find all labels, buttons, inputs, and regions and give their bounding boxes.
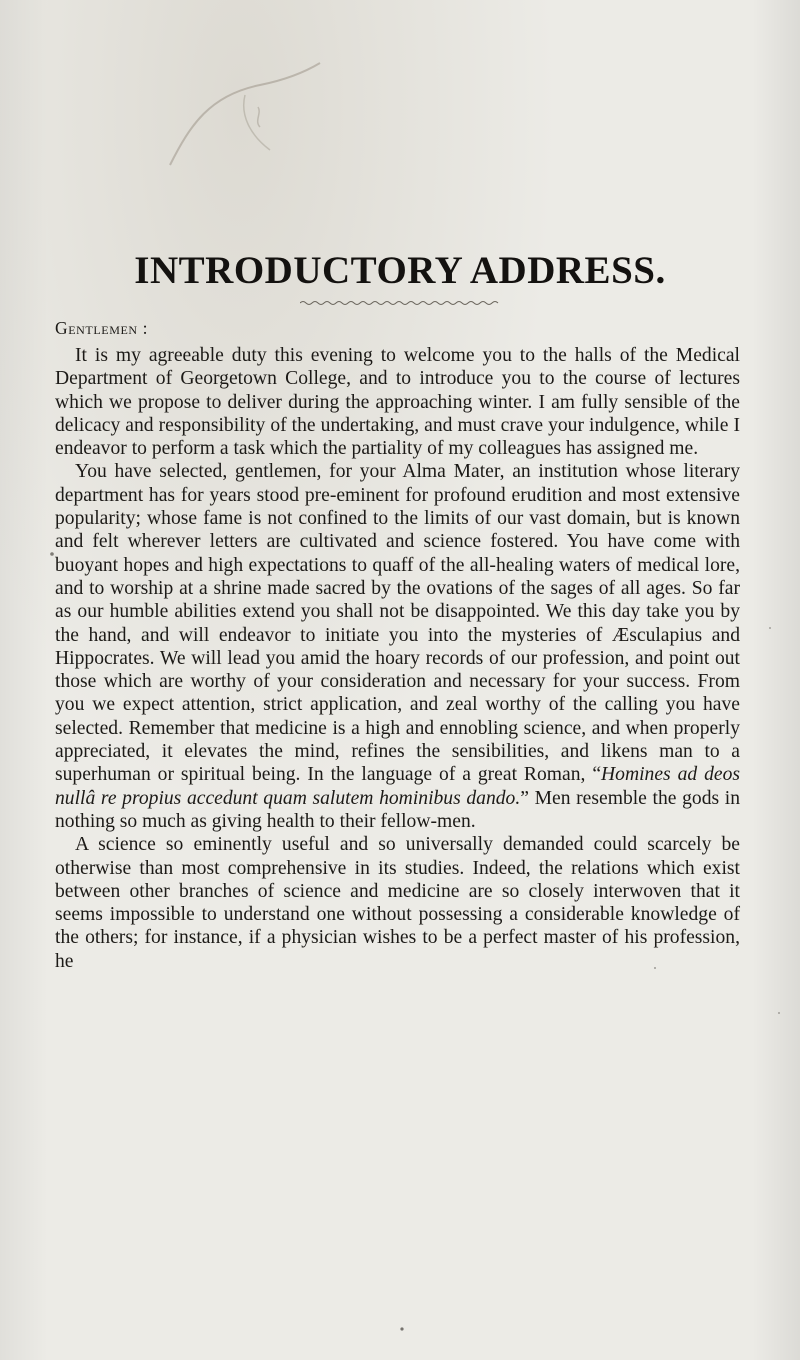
paragraph-3 <box>55 833 740 973</box>
paragraph-2 <box>55 460 740 833</box>
paragraph-3-text: A science so eminently useful and so universally demanded could scarcely be otherwise than most comprehensive in its studies. Indeed, the relations which exist between other branches of science and medicine are so closely interwoven that it seems impossible to understand one without possessing a considerable knowledge of the others; for instance, if a physician wishes to be a perfect master of his profession, he <box>55 834 740 972</box>
title-rule-ornament <box>300 298 500 308</box>
paragraph-2-text: You have selected, gentlemen, for your Alma Mater, an institution whose literary department has for years stood pre-eminent for profound erudition and most extensive popularity; whose fame is not confined to the limits of our vast domain, but is known and felt wherever letters are cultivated and science fostered. You have come with buoyant hopes and high expectations to quaff of the all-healing waters of medical lore, and to worship at a shrine made sacred by the ovations of the sages of all ages. So far as our humble abilities extend you shall not be disappointed. We this day take you by the hand, and will endeavor to initiate you into the mysteries of Æsculapius and Hippocrates. We will lead you amid the hoary records of our profession, and point out those which are worthy of your consideration and necessary for your success. From you we expect attention, strict application, and zeal worthy of the calling you have selected. Remember that medicine is a high and ennobling science, and when properly appreciated, it elevates the mind, refines the sensibilities, and likens man to a superhuman or spiritual being. In the language of a great Roman, “ <box>55 461 740 786</box>
address-body <box>55 344 740 973</box>
paragraph-1-text: It is my agreeable duty this evening to welcome you to the halls of the Medical Department of Georgetown College, and to introduce you to the course of lectures which we propose to deliver during the approaching winter. I am fully sensible of the delicacy and responsibility of the undertaking, and must crave your indulgence, while I endeavor to perform a task which the partiality of my colleagues has assigned me. <box>55 345 740 460</box>
latin-quote: Homines ad deos nullâ re propius accedunt quam salutem hominibus dando. <box>55 764 740 809</box>
salutation: Gentlemen : <box>55 318 149 338</box>
quote-tail: ” Men resemble the gods in nothing so much as giving health to their fellow-men. <box>55 787 740 832</box>
ink-stain-mark <box>150 55 340 175</box>
page-title: INTRODUCTORY ADDRESS. <box>134 249 666 292</box>
paragraph-1 <box>55 344 740 460</box>
